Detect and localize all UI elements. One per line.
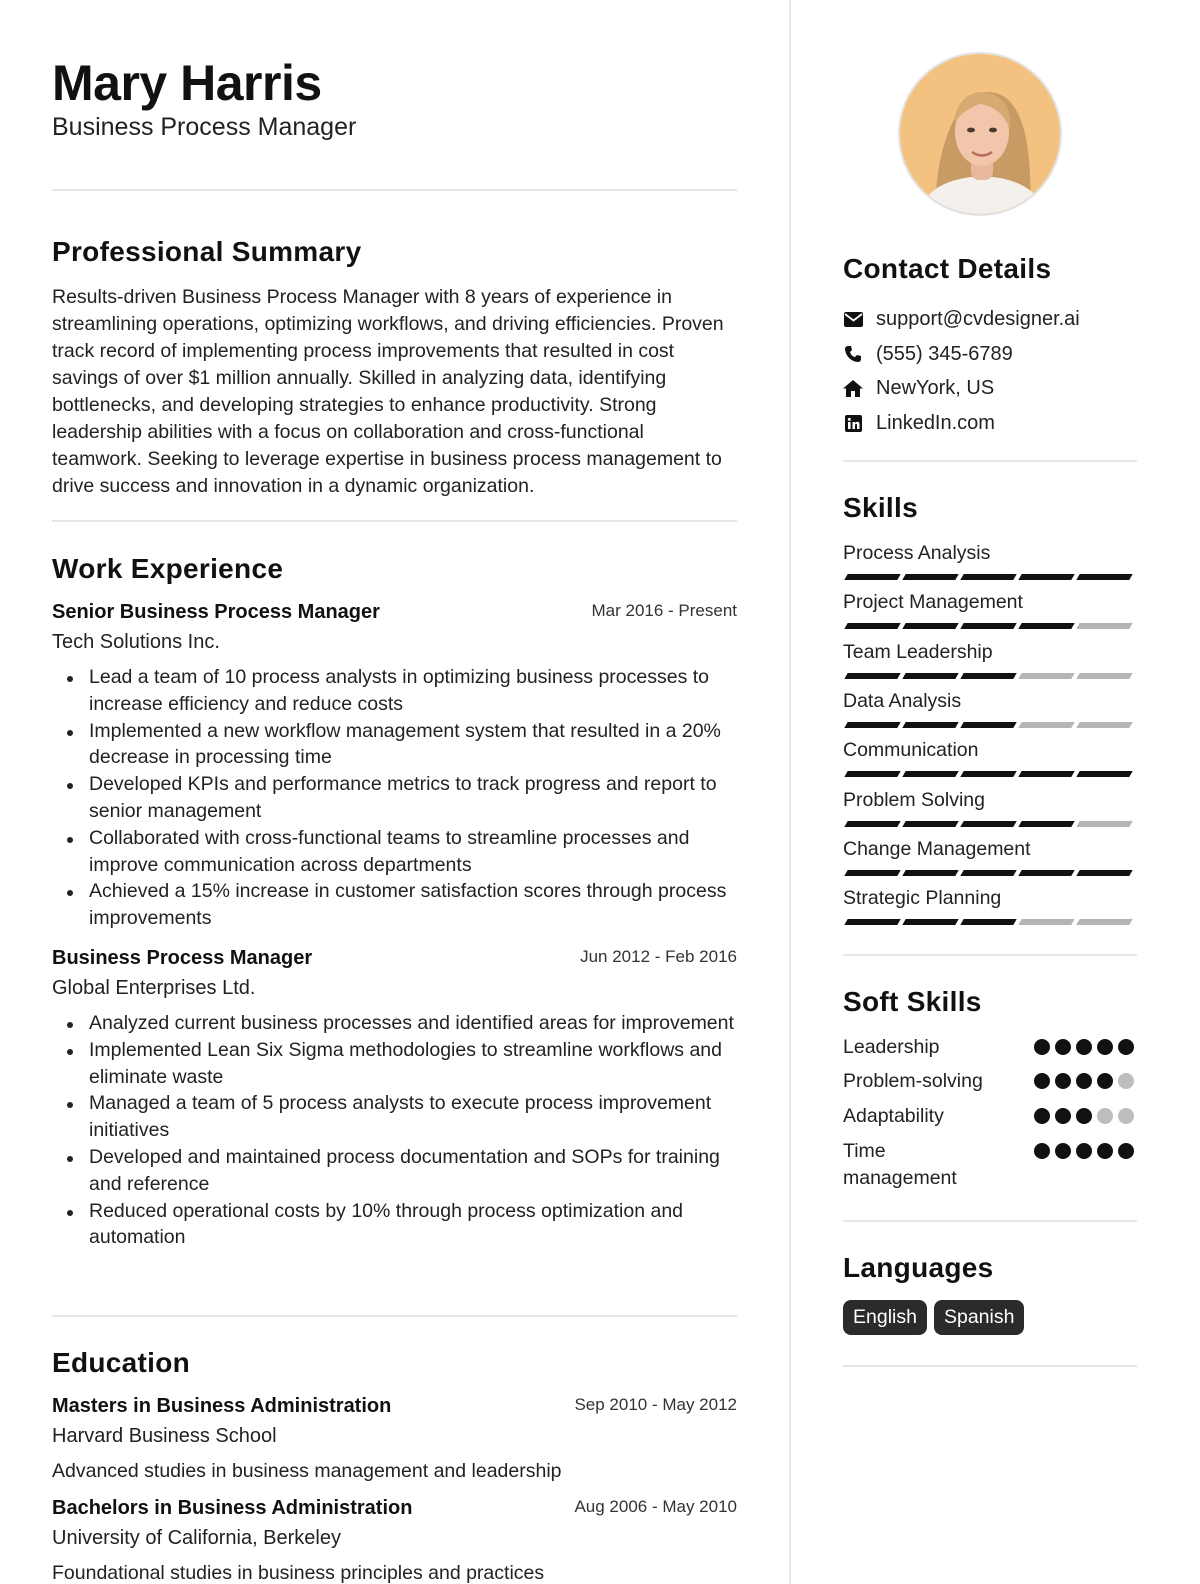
school-name: Harvard Business School	[52, 1425, 277, 1447]
education-date: Aug 2006 - May 2010	[574, 1497, 737, 1516]
phone-text: (555) 345-6789	[876, 342, 1013, 365]
email-text: support@cvdesigner.ai	[876, 307, 1080, 330]
rating-dot	[1097, 1108, 1113, 1124]
skill-level-segment	[844, 722, 900, 728]
rating-dot	[1055, 1143, 1071, 1159]
skill-level-segment	[844, 574, 900, 580]
language-tag: Spanish	[934, 1300, 1024, 1335]
soft-skill-item	[843, 1034, 1137, 1064]
skill-level-segment	[1076, 771, 1132, 777]
rating-dot	[1097, 1073, 1113, 1089]
rating-dot	[1034, 1073, 1050, 1089]
skill-level-segment	[902, 673, 958, 679]
job-entry	[52, 601, 737, 932]
rating-dot	[1034, 1143, 1050, 1159]
rating-dot	[1055, 1073, 1071, 1089]
education-title: Education	[52, 1347, 191, 1378]
skill-level-segment	[844, 673, 900, 679]
location-text: NewYork, US	[876, 376, 995, 399]
soft-skill-name: Problem-solving	[843, 1070, 983, 1092]
contact-linkedin[interactable]	[843, 408, 995, 438]
phone-icon	[843, 344, 863, 364]
bullet-item: Reduced operational costs by 10% through process optimization and automation	[52, 1198, 737, 1252]
education-description: Foundational studies in business principles and practices	[52, 1562, 545, 1584]
summary-text: Results-driven Business Process Manager with 8 years of experience in streamlining operations, optimizing workflows, and driving efficiencies. Proven track record of implementing process improvements that resulted in cost savings of over $1 million annually. Skilled in analyzing data, identifying bottlenecks, and developing strategies to enhance productivity. Strong leadership abilities with a focus on collaboration and cross-functional teamwork. Seeking to leverage expertise in business process management to drive success and innovation in a dynamic organization.	[52, 286, 724, 497]
skill-level-segment	[844, 821, 900, 827]
skill-level-segment	[1018, 673, 1074, 679]
skill-level-segment	[844, 623, 900, 629]
degree-title: Masters in Business Administration	[52, 1395, 392, 1417]
skill-item	[843, 886, 1137, 925]
skill-level-segment	[960, 870, 1016, 876]
skill-level-segment	[902, 574, 958, 580]
skill-item	[843, 689, 1137, 728]
divider	[52, 520, 737, 522]
bullet-item: Lead a team of 10 process analysts in optimizing business processes to increase efficiency and reduce costs	[52, 664, 737, 718]
job-date: Jun 2012 - Feb 2016	[580, 947, 737, 966]
contact-email[interactable]	[843, 304, 1080, 334]
skill-level-bar	[843, 722, 1137, 728]
divider	[843, 1365, 1137, 1367]
candidate-name: Mary Harris	[52, 55, 322, 111]
education-date: Sep 2010 - May 2012	[574, 1395, 737, 1414]
soft-skill-name: Leadership	[843, 1036, 940, 1058]
skill-level-bar	[843, 673, 1137, 679]
skill-level-segment	[1076, 574, 1132, 580]
skill-level-segment	[902, 722, 958, 728]
rating-dot	[1076, 1143, 1092, 1159]
divider	[52, 189, 737, 191]
soft-skill-name: Time management	[843, 1140, 957, 1189]
skill-level-bar	[843, 771, 1137, 777]
job-company: Global Enterprises Ltd.	[52, 977, 256, 999]
skill-level-segment	[960, 919, 1016, 925]
skill-level-segment	[1018, 722, 1074, 728]
contact-phone[interactable]	[843, 339, 1013, 369]
bullet-item: Analyzed current business processes and identified areas for improvement	[52, 1010, 737, 1037]
column-divider	[789, 0, 791, 1584]
bullet-item: Developed KPIs and performance metrics to track progress and report to senior management	[52, 771, 737, 825]
skill-level-bar	[843, 574, 1137, 580]
contact-title: Contact Details	[843, 253, 1052, 284]
rating-dot	[1097, 1143, 1113, 1159]
job-bullets	[52, 664, 737, 932]
languages-list	[843, 1300, 1024, 1335]
main-column	[52, 0, 737, 1584]
skill-level-bar	[843, 821, 1137, 827]
skill-level-segment	[960, 771, 1016, 777]
skill-level-bar	[843, 623, 1137, 629]
rating-dot	[1034, 1039, 1050, 1055]
skill-name: Data Analysis	[843, 689, 962, 712]
rating-dot	[1055, 1039, 1071, 1055]
skill-level-segment	[1076, 722, 1132, 728]
skill-level-segment	[844, 771, 900, 777]
skill-level-bar	[843, 870, 1137, 876]
bullet-item: Implemented a new workflow management system that resulted in a 20% decrease in processing time	[52, 718, 737, 772]
rating-dot	[1118, 1108, 1134, 1124]
skill-level-segment	[960, 722, 1016, 728]
skill-item	[843, 788, 1137, 827]
job-entry	[52, 947, 737, 1251]
skill-item	[843, 640, 1137, 679]
skill-level-segment	[1018, 919, 1074, 925]
candidate-role: Business Process Manager	[52, 113, 357, 141]
skill-name: Problem Solving	[843, 788, 985, 811]
skill-level-segment	[960, 574, 1016, 580]
rating-dot	[1118, 1039, 1134, 1055]
degree-title: Bachelors in Business Administration	[52, 1497, 413, 1519]
skill-item	[843, 590, 1137, 629]
contact-location	[843, 373, 994, 403]
language-tag: English	[843, 1300, 927, 1335]
skill-level-segment	[844, 919, 900, 925]
skill-level-segment	[1018, 821, 1074, 827]
skill-level-segment	[1018, 771, 1074, 777]
linkedin-text: LinkedIn.com	[876, 411, 995, 434]
skill-level-segment	[902, 821, 958, 827]
skill-level-segment	[1076, 821, 1132, 827]
skill-level-segment	[902, 771, 958, 777]
skill-level-segment	[960, 821, 1016, 827]
skill-item	[843, 738, 1137, 777]
skill-name: Project Management	[843, 591, 1023, 614]
rating-dot	[1076, 1073, 1092, 1089]
divider	[843, 954, 1137, 956]
languages-title: Languages	[843, 1252, 994, 1283]
skill-name: Communication	[843, 739, 979, 762]
soft-skill-item	[843, 1103, 1137, 1133]
skill-name: Team Leadership	[843, 640, 993, 663]
rating-dot	[1055, 1108, 1071, 1124]
rating-dot	[1076, 1108, 1092, 1124]
skill-level-segment	[902, 870, 958, 876]
rating-dot	[1118, 1143, 1134, 1159]
home-icon	[843, 378, 863, 398]
soft-skill-rating	[1034, 1073, 1134, 1089]
soft-skill-item	[843, 1138, 1137, 1194]
skill-level-segment	[960, 673, 1016, 679]
rating-dot	[1097, 1039, 1113, 1055]
job-title: Business Process Manager	[52, 947, 313, 969]
job-company: Tech Solutions Inc.	[52, 631, 220, 653]
skill-name: Process Analysis	[843, 542, 991, 564]
profile-photo	[898, 52, 1062, 216]
skill-level-segment	[1018, 870, 1074, 876]
divider	[52, 1315, 737, 1317]
job-bullets	[52, 1010, 737, 1251]
soft-skill-name: Adaptability	[843, 1105, 944, 1127]
education-entry	[52, 1497, 737, 1584]
skill-name: Change Management	[843, 837, 1031, 860]
skill-item	[843, 837, 1137, 876]
skill-item	[843, 541, 1137, 580]
skill-level-segment	[902, 623, 958, 629]
skill-level-segment	[902, 919, 958, 925]
education-description: Advanced studies in business management and leadership	[52, 1460, 562, 1482]
portrait-illustration	[900, 54, 1062, 216]
soft-skill-rating	[1034, 1108, 1134, 1124]
job-title: Senior Business Process Manager	[52, 601, 380, 623]
divider	[843, 1220, 1137, 1222]
job-date: Mar 2016 - Present	[591, 601, 737, 620]
bullet-item: Managed a team of 5 process analysts to execute process improvement initiatives	[52, 1090, 737, 1144]
skill-level-segment	[844, 870, 900, 876]
skill-level-bar	[843, 919, 1137, 925]
bullet-item: Achieved a 15% increase in customer satisfaction scores through process improvements	[52, 878, 737, 932]
skill-level-segment	[960, 623, 1016, 629]
soft-skill-rating	[1034, 1143, 1134, 1159]
linkedin-icon	[843, 413, 863, 433]
skill-level-segment	[1018, 623, 1074, 629]
summary-title: Professional Summary	[52, 236, 362, 267]
skill-name: Strategic Planning	[843, 887, 1002, 910]
divider	[843, 460, 1137, 462]
skills-title: Skills	[843, 492, 918, 523]
rating-dot	[1034, 1108, 1050, 1124]
skill-level-segment	[1076, 919, 1132, 925]
bullet-item: Collaborated with cross-functional teams to streamline processes and improve communication across departments	[52, 825, 737, 879]
skill-level-segment	[1076, 673, 1132, 679]
skill-level-segment	[1018, 574, 1074, 580]
bullet-item: Developed and maintained process documentation and SOPs for training and reference	[52, 1144, 737, 1198]
rating-dot	[1118, 1073, 1134, 1089]
experience-title: Work Experience	[52, 553, 284, 584]
soft-skill-item	[843, 1068, 1137, 1098]
school-name: University of California, Berkeley	[52, 1527, 341, 1549]
skill-level-segment	[1076, 870, 1132, 876]
soft-skill-rating	[1034, 1039, 1134, 1055]
skill-level-segment	[1076, 623, 1132, 629]
soft-skills-title: Soft Skills	[843, 986, 982, 1017]
envelope-icon	[843, 309, 863, 329]
bullet-item: Implemented Lean Six Sigma methodologies to streamline workflows and eliminate waste	[52, 1037, 737, 1091]
rating-dot	[1076, 1039, 1092, 1055]
education-entry	[52, 1395, 737, 1484]
